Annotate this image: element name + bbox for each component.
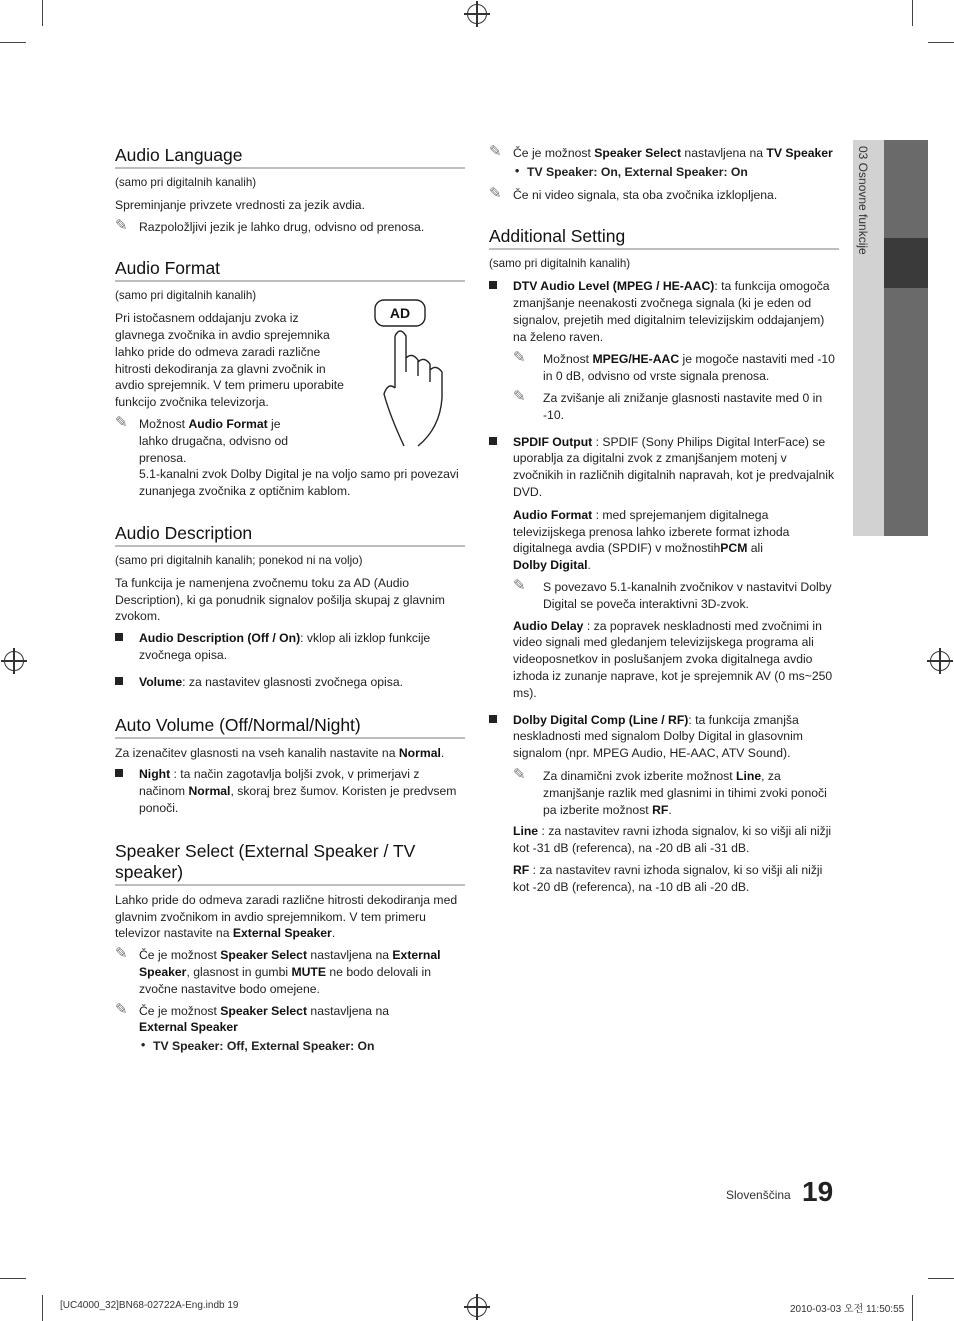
crop-mark [42,0,43,26]
crop-mark [0,1278,26,1279]
bullet-item: Dolby Digital Comp (Line / RF): ta funkcija zmanjša neskladnosti med signalom Dolby Digital in glasovnim signalom (npr. MPEG Audio, HE-AAC, ATV Sound). [489,712,839,762]
bullet-item: Volume: za nastavitev glasnosti zvočnega opisa. [115,674,465,691]
registration-mark-icon [4,651,24,671]
crop-mark [0,42,26,43]
square-bullet-icon [489,437,497,445]
section-title: Speaker Select (External Speaker / TV speaker) [115,841,465,886]
square-bullet-icon [115,677,123,685]
pencil-note-icon: ✎ [115,216,128,234]
paragraph: (samo pri digitalnih kanalih; ponekod ni na voljo) [115,553,363,567]
paragraph: Ta funkcija je namenjena zvočnemu toku za AD (Audio Description), ki ga ponudnik signalov pošilja skupaj z glavnim zvokom. [115,575,445,624]
pencil-note-icon: ✎ [513,765,526,783]
bullet-item: DTV Audio Level (MPEG / HE-AAC): ta funkcija omogoča zmanjšanje neenakosti zvočnega signala (ki je eden od signalov, prejetih med digitalnim televizijskim oddajanjem) na želeno raven. [489,278,839,345]
section-title: Audio Language [115,145,465,169]
paragraph: (samo pri digitalnih kanalih) [115,289,257,303]
print-file-info: [UC4000_32]BN68-02722A-Eng.indb 19 [60,1300,239,1311]
section-title: Audio Description [115,523,465,547]
pencil-note-icon: ✎ [513,387,526,405]
dot-item: • TV Speaker: Off, External Speaker: On [139,1038,465,1055]
square-bullet-icon [115,769,123,777]
pencil-note-icon: ✎ [115,1000,128,1018]
crop-mark [912,1295,913,1321]
paragraph: Audio Format : med sprejemanjem digitalnega televizijskega prenosa lahko izberete format izhoda digitalnega avdia (SPDIF) v možnostihPCM ali Dolby Digital. [513,507,790,573]
print-date-info: 2010-03-03 오전 11:50:55 [790,1304,905,1315]
square-bullet-icon [115,633,123,641]
crop-mark [928,42,954,43]
pencil-note-icon: ✎ [489,184,502,202]
note [115,216,465,236]
paragraph: RF : za nastavitev ravni izhoda signalov, ki so višji ali nižji kot -20 dB (referenca), na -10 dB ali -20 dB. [513,862,823,894]
paragraph: Spreminjanje privzete vrednosti za jezik avdia. [115,197,365,212]
registration-mark-icon [930,651,950,671]
page-number: 19 [802,1176,834,1207]
paragraph: Za izenačitev glasnosti na vseh kanalih nastavite na Normal. [115,745,445,760]
section-title: Auto Volume (Off/Normal/Night) [115,715,465,739]
footer-language: Slovenščina [726,1188,791,1202]
bullet-item: Audio Description (Off / On): vklop ali izklop funkcije zvočnega opisa. [115,630,465,664]
ad-button-label: AD [389,305,411,322]
note: ✎ Možnost MPEG/HE-AAC je mogoče nastaviti med -10 in 0 dB, odvisno od vrste signala prenosa. [513,349,835,384]
note [513,387,839,424]
note-text: Razpoložljivi jezik je lahko drug, odvisno od prenosa. [139,219,425,234]
pencil-note-icon: ✎ [513,576,526,594]
note [513,576,839,613]
crop-mark [928,1278,954,1279]
side-tab-label: 03 Osnovne funkcije [856,146,870,255]
note: ✎ Za dinamični zvok izberite možnost Line, za zmanjšanje razlik med glasnimi in tihimi zvoki ponoči pa izberite možnost RF. [513,765,827,817]
registration-mark-icon [467,4,487,24]
pencil-note-icon: ✎ [489,143,502,160]
paragraph: (samo pri digitalnih kanalih) [115,176,257,189]
note-text: 5.1-kanalni zvok Dolby Digital je na voljo samo pri povezavi zunanjega zvočnika z optičnim kablom. [139,467,459,499]
side-tab-marker [884,238,928,288]
dot-item: • TV Speaker: On, External Speaker: On [513,164,839,181]
square-bullet-icon [489,281,497,289]
paragraph: (samo pri digitalnih kanalih) [489,257,631,271]
pencil-note-icon: ✎ [115,945,128,963]
section-title: Additional Setting [489,226,839,250]
note [489,184,839,204]
note: ✎ Če je možnost Speaker Select nastavljena na External Speaker • TV Speaker: Off, External Speaker: On [115,1003,465,1055]
side-tab-dark-strip [884,140,928,536]
pencil-note-icon: ✎ [513,349,526,367]
bullet-item: SPDIF Output : SPDIF (Sony Philips Digital InterFace) se uporablja za digitalni zvok z zmanjšanjem motenj v zvočnikih in različnih digitalnih napravah, kot je predvajalnik DVD. [489,434,839,501]
note: ✎ Če je možnost Speaker Select nastavljena na External Speaker, glasnost in gumbi MUTE ne bodo delovali in zvočne nastavitve bodo omejene. [115,945,441,996]
crop-mark [912,0,913,26]
right-column [489,145,839,900]
section-title: Audio Format [115,258,465,282]
paragraph: Lahko pride do odmeva zaradi različne hitrosti dekodiranja med glavnim zvočnikom in avdio sprejemnikom. V tem primeru televizor nastavite na External Speaker. [115,892,458,941]
note-text: Če ni video signala, sta oba zvočnika izklopljena. [513,187,778,202]
paragraph: Audio Delay : za popravek neskladnosti med zvočnimi in video signali med gledanjem televizijskega programa ali videoposnetkov in poslušanjem zvoka digitalnega avdio izhoda iz zunanje naprave, kot je sprejemnik AV (0 ms~250 ms). [513,618,833,700]
bullet-item: Night : ta način zagotavlja boljši zvok, v primerjavi z načinom Normal, skoraj brez šumov. Koristen je predvsem ponoči. [115,766,465,816]
note: ✎ Možnost Audio Format je lahko drugačna, odvisno od prenosa. 5.1-kanalni zvok Dolby Digital je na voljo samo pri povezavi zunanjega zvočnika z optičnim kablom. [115,416,465,500]
square-bullet-icon [489,715,497,723]
crop-mark [42,1295,43,1321]
note-text: S povezavo 5.1-kanalnih zvočnikov v nastavitvi Dolby Digital se poveča interaktivni 3D-zvok. [543,579,832,611]
registration-mark-icon [467,1297,487,1317]
note: ✎ Če je možnost Speaker Select nastavljena na TV Speaker • TV Speaker: On, External Speaker: On [489,145,839,181]
paragraph: Line : za nastavitev ravni izhoda signalov, ki so višji ali nižji kot -31 dB (referenca), na -20 dB ali -31 dB. [513,824,832,856]
pencil-note-icon: ✎ [115,413,128,431]
paragraph: Pri istočasnem oddajanju zvoka iz glavnega zvočnika in avdio sprejemnika lahko pride do odmeva zaradi različne hitrosti dekodiranja za glavni zvočnik in avdio sprejemnik. V tem primeru uporabite funkcijo zvočnika televizorja. [115,311,344,410]
left-column [115,145,465,1061]
note-text: Za zvišanje ali znižanje glasnosti nastavite med 0 in -10. [543,390,823,422]
